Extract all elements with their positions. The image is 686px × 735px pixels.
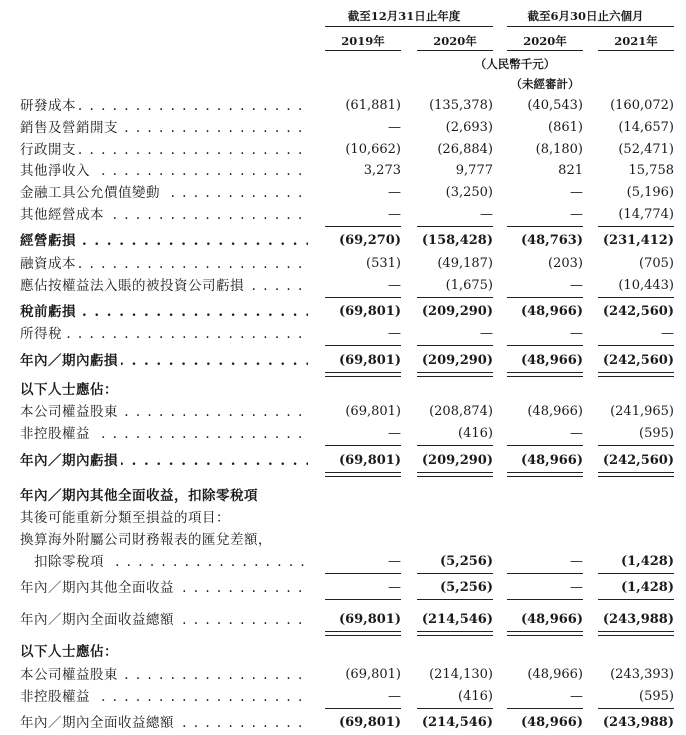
row-equity-method-loss	[0, 276, 686, 296]
cell: (26,884)	[437, 142, 493, 157]
row-oci-heading	[0, 486, 686, 506]
cell: 3,273	[363, 163, 401, 178]
cell: (203)	[548, 256, 583, 271]
cell: (595)	[639, 426, 674, 441]
cell: (135,378)	[429, 98, 493, 113]
row-label: 銷售及營銷開支	[20, 120, 121, 136]
row-period-loss	[0, 351, 686, 371]
row-label: 以下人士應佔：	[20, 644, 121, 660]
cell: (69,801)	[338, 353, 401, 368]
row-period-oci	[0, 578, 686, 598]
cell: —	[570, 278, 583, 293]
year-col-4: 2021年	[614, 34, 658, 48]
row-label: 年內／期內其他全面收益	[20, 580, 177, 596]
cell: —	[388, 689, 401, 704]
cell: (14,774)	[618, 207, 674, 222]
cell: —	[388, 326, 401, 341]
cell: —	[480, 207, 493, 222]
row-non-controlling	[0, 424, 686, 444]
row-reclass-heading	[0, 508, 686, 528]
row-label: 其後可能重新分類至損益的項目：	[20, 510, 233, 526]
year-col-1: 2019年	[341, 34, 385, 48]
cell: (69,801)	[345, 404, 401, 419]
cell: (48,763)	[520, 233, 583, 248]
cell: (242,560)	[602, 453, 674, 468]
cell: (48,966)	[527, 667, 583, 682]
row-label: 本公司權益股東	[20, 667, 121, 683]
cell: (1,428)	[620, 554, 674, 569]
cell: (48,966)	[520, 612, 583, 627]
cell: (48,966)	[527, 404, 583, 419]
cell: —	[388, 580, 401, 595]
row-label: 非控股權益	[20, 689, 93, 705]
cell: —	[388, 554, 401, 569]
cell: (242,560)	[602, 353, 674, 368]
year-col-2: 2020年	[433, 34, 477, 48]
cell: (1,428)	[620, 580, 674, 595]
cell: (10,662)	[345, 142, 401, 157]
row-equity-shareholders	[0, 402, 686, 422]
row-label: 本公司權益股東	[20, 404, 121, 420]
cell: 821	[558, 163, 583, 178]
row-label: 行政開支	[20, 142, 79, 158]
cell: (241,965)	[610, 404, 674, 419]
cell: (243,988)	[602, 715, 674, 730]
cell: (61,881)	[345, 98, 401, 113]
header-six-months-rule	[507, 26, 674, 27]
row-label: 年內／期內其他全面收益，扣除零稅項	[20, 488, 261, 504]
cell: (214,546)	[421, 612, 493, 627]
row-label: 年內／期內全面收益總額	[20, 612, 177, 628]
row-other-operating-cost	[0, 205, 686, 225]
row-fx-translation	[0, 530, 686, 550]
cell: —	[388, 278, 401, 293]
cell: (2,693)	[445, 120, 493, 135]
cell: —	[388, 120, 401, 135]
unaudited-note: （未經審計）	[510, 77, 580, 91]
row-label: 其他淨收入	[20, 163, 93, 179]
year-col-3-rule	[507, 50, 583, 51]
cell: (5,256)	[439, 580, 493, 595]
cell: (209,290)	[421, 453, 493, 468]
row-period-loss-2	[0, 451, 686, 471]
cell: (416)	[458, 689, 493, 704]
cell: (214,546)	[421, 715, 493, 730]
cell: (69,801)	[338, 715, 401, 730]
row-selling-expense	[0, 118, 686, 138]
row-label: 融資成本	[20, 256, 79, 272]
cell: (231,412)	[602, 233, 674, 248]
row-attributable-heading	[0, 380, 686, 400]
row-fair-value-change	[0, 183, 686, 203]
cell: (861)	[548, 120, 583, 135]
row-label: 年內／期內虧損	[20, 353, 121, 369]
row-finance-cost	[0, 254, 686, 274]
cell: (8,180)	[535, 142, 583, 157]
cell: (49,187)	[437, 256, 493, 271]
row-label: 年內／期內虧損	[20, 453, 121, 469]
row-label: 扣除零稅項	[34, 554, 107, 570]
cell: (209,290)	[421, 353, 493, 368]
cell: —	[661, 326, 674, 341]
cell: 15,758	[628, 163, 674, 178]
header-full-year: 截至12月31日止年度	[347, 9, 461, 23]
cell: —	[570, 185, 583, 200]
currency-note: （人民幣千元）	[474, 57, 556, 71]
cell: (3,250)	[445, 185, 493, 200]
cell: (69,801)	[338, 453, 401, 468]
row-total-comprehensive-2	[0, 713, 686, 733]
cell: (416)	[458, 426, 493, 441]
row-label: 金融工具公允價值變動	[20, 185, 163, 201]
cell: (10,443)	[618, 278, 674, 293]
cell: (595)	[639, 689, 674, 704]
year-col-1-rule	[325, 50, 401, 51]
cell: 9,777	[455, 163, 493, 178]
year-col-4-rule	[598, 50, 674, 51]
cell: (69,801)	[338, 304, 401, 319]
row-label: 經營虧損	[20, 233, 79, 249]
cell: (48,966)	[520, 715, 583, 730]
cell: (14,657)	[618, 120, 674, 135]
cell: (208,874)	[429, 404, 493, 419]
cell: (5,196)	[626, 185, 674, 200]
row-income-tax	[0, 324, 686, 344]
cell: (69,801)	[338, 612, 401, 627]
cell: (705)	[639, 256, 674, 271]
cell: —	[388, 207, 401, 222]
cell: (243,988)	[602, 612, 674, 627]
year-col-2-rule	[417, 50, 493, 51]
row-attributable-heading-2	[0, 642, 686, 662]
header-full-year-rule	[325, 26, 493, 27]
row-other-net-income	[0, 161, 686, 181]
cell: (158,428)	[421, 233, 493, 248]
row-label: 換算海外附屬公司財務報表的匯兌差額，	[20, 532, 275, 548]
row-label: 應佔按權益法入賬的被投資公司虧損	[20, 278, 247, 294]
cell: (209,290)	[421, 304, 493, 319]
cell: (531)	[366, 256, 401, 271]
header-six-months: 截至6月30日止六個月	[527, 9, 644, 23]
cell: —	[570, 554, 583, 569]
row-label: 以下人士應佔：	[20, 382, 121, 398]
row-total-comprehensive	[0, 610, 686, 630]
cell: (48,966)	[520, 353, 583, 368]
cell: —	[570, 689, 583, 704]
cell: (48,966)	[520, 453, 583, 468]
cell: —	[570, 580, 583, 595]
row-label: 非控股權益	[20, 426, 93, 442]
cell: (243,393)	[610, 667, 674, 682]
row-label: 稅前虧損	[20, 304, 79, 320]
cell: (1,675)	[445, 278, 493, 293]
row-loss-before-tax	[0, 302, 686, 322]
cell: (52,471)	[618, 142, 674, 157]
cell: (5,256)	[439, 554, 493, 569]
cell: —	[388, 426, 401, 441]
cell: —	[480, 326, 493, 341]
row-equity-shareholders-2	[0, 665, 686, 685]
row-admin-expense	[0, 140, 686, 160]
cell: —	[570, 326, 583, 341]
cell: —	[570, 207, 583, 222]
row-rd-cost	[0, 96, 686, 116]
cell: —	[570, 426, 583, 441]
cell: (214,130)	[429, 667, 493, 682]
row-operating-loss	[0, 231, 686, 251]
row-label: 其他經營成本	[20, 207, 107, 223]
cell: (48,966)	[520, 304, 583, 319]
cell: (69,801)	[345, 667, 401, 682]
cell: (160,072)	[610, 98, 674, 113]
cell: (69,270)	[338, 233, 401, 248]
cell: (242,560)	[602, 304, 674, 319]
row-label: 所得稅	[20, 326, 65, 342]
year-col-3: 2020年	[523, 34, 567, 48]
row-label: 研發成本	[20, 98, 79, 114]
cell: —	[388, 185, 401, 200]
row-label: 年內／期內全面收益總額	[20, 715, 177, 731]
row-net-of-tax	[0, 552, 686, 572]
cell: (40,543)	[527, 98, 583, 113]
row-non-controlling-2	[0, 687, 686, 707]
